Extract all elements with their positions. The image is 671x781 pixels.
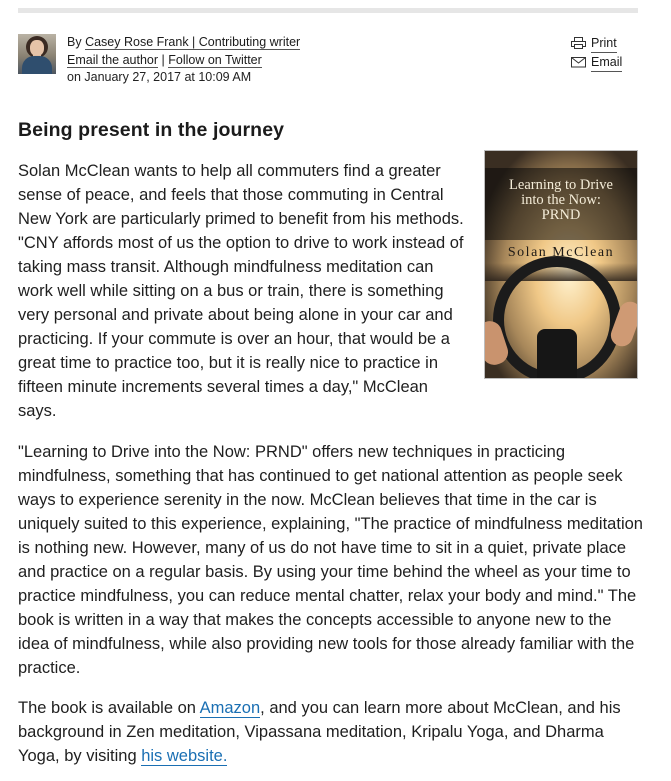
author-avatar[interactable] (18, 34, 56, 74)
share-actions (571, 34, 631, 72)
book-cover-title (485, 178, 637, 223)
book-cover-image (484, 150, 638, 379)
paragraph-3-text-a: The book is available on (18, 699, 200, 717)
author-website-link[interactable]: his website. (141, 747, 228, 765)
byline-separator: | (158, 52, 169, 67)
envelope-icon (571, 56, 586, 68)
byline-contact-row (67, 52, 300, 70)
print-label: Print (591, 34, 617, 53)
amazon-link[interactable]: Amazon (199, 699, 261, 717)
byline (18, 34, 638, 90)
book-title-line-1: Learning to Drive (509, 177, 613, 193)
print-button[interactable] (571, 34, 631, 53)
publish-date: on January 27, 2017 at 10:09 AM (67, 70, 252, 84)
printer-icon (571, 37, 586, 49)
top-divider (18, 8, 638, 13)
article-paragraph-2: "Learning to Drive into the Now: PRND" offers new techniques in practicing mindfulness, something that has continued to get national attention as people seek ways to experience serenity in the now. McClean believes that time in the car is uniquely suited to this experience, explaining, "The practice of mindfulness meditation is nothing new. However, many of us do not have time to sit in a quiet, private place and practice on a regular basis. By using your time behind the wheel as your time to practice mindfulness, you can reduce mental chatter, relax your body and mind." The book is written in a way that makes the concepts accessible to anyone new to the idea of mindfulness, while also providing new tools for those already familiar with the practice. (18, 443, 643, 677)
byline-prefix: By (67, 35, 86, 49)
article-subheading: Being present in the journey (18, 119, 285, 141)
book-cover-author: Solan McClean (507, 245, 615, 260)
follow-twitter-link[interactable]: Follow on Twitter (168, 52, 262, 67)
article-paragraph-3 (18, 696, 643, 768)
article-paragraph-1: Solan McClean wants to help all commuters find a greater sense of peace, and feels that those commuting in Central New York are particularly primed to benefit from his methods. "CNY affords most of us the option to drive to work instead of taking mass transit. Although mindfulness meditation can work well while sitting on a bus or train, there is something very personal and private about being alone in your car and practicing. If your commute is over an hour, that would be a great time to practice too, but it is really nice to practice in fifteen minute increments several times a day," McClean says. (18, 162, 464, 420)
email-author-link[interactable]: Email the author (67, 52, 159, 67)
book-title-line-3: PRND (541, 207, 581, 223)
author-link[interactable]: Casey Rose Frank | Contributing writer (85, 35, 301, 49)
email-label: Email (591, 53, 622, 72)
book-title-line-2: into the Now: (521, 192, 601, 208)
paragraph-3-text-b: , and you can learn more about McClean, and his background in Zen meditation, Vipassana meditation, Kripalu Yoga, and Dharma Yoga, by visiting (18, 699, 621, 765)
byline-author-row (67, 34, 300, 52)
byline-meta (67, 34, 300, 87)
email-button[interactable] (571, 53, 631, 72)
